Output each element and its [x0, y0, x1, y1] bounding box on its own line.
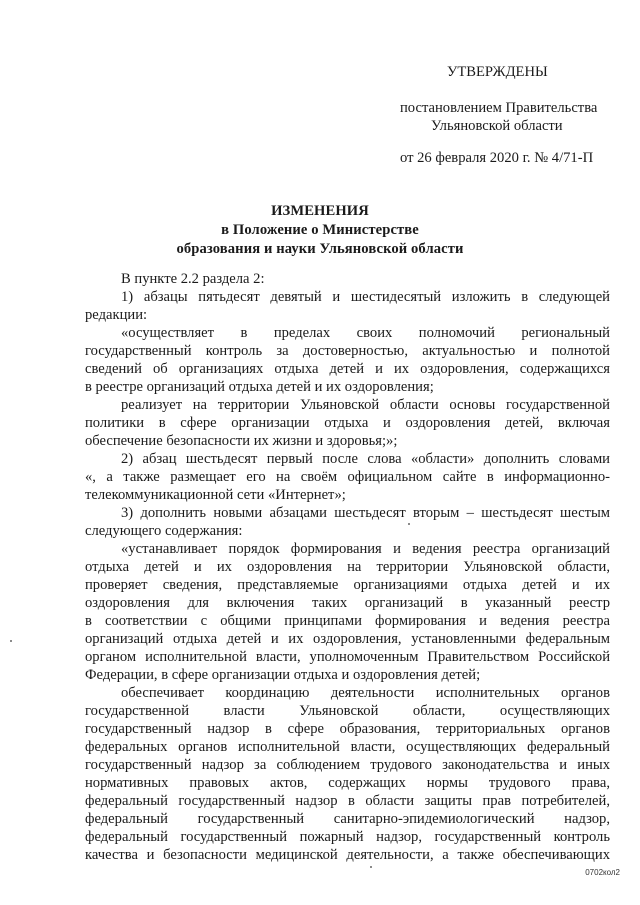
- body-line: государственной власти Ульяновской области, осуществляющих: [85, 703, 610, 719]
- body-line: качества и безопасности медицинской деятельности, а также обеспечивающих: [85, 847, 610, 863]
- body-line: государственный надзор в сфере образования, территориальных органов: [85, 721, 610, 737]
- body-line: В пункте 2.2 раздела 2:: [121, 271, 265, 287]
- body-line: 3) дополнить новыми абзацами шестьдесят вторым – шестьдесят шестым: [121, 505, 610, 521]
- body-line: в соответствии с общими принципами формирования и ведения реестра: [85, 613, 610, 629]
- body-line: сведений об организациях отдыха детей и их оздоровления, содержащихся: [85, 361, 610, 377]
- approval-title: УТВЕРЖДЕНЫ: [447, 64, 548, 80]
- body-line: в реестре организаций отдыха детей и их оздоровления;: [85, 379, 434, 395]
- body-line: редакции:: [85, 307, 148, 323]
- body-line: федеральный государственный пожарный надзор, государственный контроль: [85, 829, 610, 845]
- body-line: государственный надзор за соблюдением трудового законодательства и иных: [85, 757, 610, 773]
- body-line: отдыха детей и их оздоровления на территории Ульяновской области,: [85, 559, 610, 575]
- body-line: обеспечивает координацию деятельности исполнительных органов: [121, 685, 610, 701]
- body-line: организаций отдыха детей и их оздоровления, установленными федеральным: [85, 631, 610, 647]
- approval-line-1: постановлением Правительства: [400, 100, 598, 116]
- body-line: следующего содержания:: [85, 523, 243, 539]
- body-line: федеральный государственный надзор в области защиты прав потребителей,: [85, 793, 610, 809]
- heading-subtitle-1: в Положение о Министерстве: [221, 222, 419, 238]
- body-line: телекоммуникационной сети «Интернет»;: [85, 487, 346, 503]
- body-line: государственный контроль за достоверностью, актуальностью и полнотой: [85, 343, 610, 359]
- body-line: политики в сфере организации отдыха и оздоровления детей, включая: [85, 415, 610, 431]
- body-line: обеспечение безопасности их жизни и здоровья;»;: [85, 433, 398, 449]
- scan-speck: [10, 640, 12, 642]
- body-line: «устанавливает порядок формирования и ведения реестра организаций: [121, 541, 610, 557]
- body-line: федеральных органов исполнительной власти, осуществляющих федеральный: [85, 739, 610, 755]
- footer-code: 0702кол2: [585, 868, 620, 877]
- body-line: нормативных правовых актов, содержащих нормы трудового права,: [85, 775, 610, 791]
- heading-title: ИЗМЕНЕНИЯ: [271, 203, 369, 219]
- body-line: федеральный государственный санитарно-эпидемиологический надзор,: [85, 811, 610, 827]
- body-line: «, а также размещает его на своём официальном сайте в информационно-: [85, 469, 610, 485]
- body-line: органом исполнительной власти, уполномоченным Правительством Российской: [85, 649, 610, 665]
- body-line: «осуществляет в пределах своих полномочий региональный: [121, 325, 610, 341]
- body-line: 2) абзац шестьдесят первый после слова «области» дополнить словами: [121, 451, 610, 467]
- scan-speck: [370, 866, 372, 868]
- body-line: 1) абзацы пятьдесят девятый и шестидесятый изложить в следующей: [121, 289, 610, 305]
- heading-subtitle-2: образования и науки Ульяновской области: [176, 241, 464, 257]
- approval-line-2: Ульяновской области: [431, 118, 563, 134]
- scan-speck: [408, 523, 410, 525]
- body-line: Федерации, в сфере организации отдыха и оздоровления детей;: [85, 667, 481, 683]
- approval-date-number: от 26 февраля 2020 г. № 4/71-П: [400, 150, 594, 166]
- body-line: проверяет сведения, представляемые организациями отдыха детей и их: [85, 577, 610, 593]
- body-line: реализует на территории Ульяновской области основы государственной: [121, 397, 610, 413]
- body-line: оздоровления для включения таких организаций в указанный реестр: [85, 595, 610, 611]
